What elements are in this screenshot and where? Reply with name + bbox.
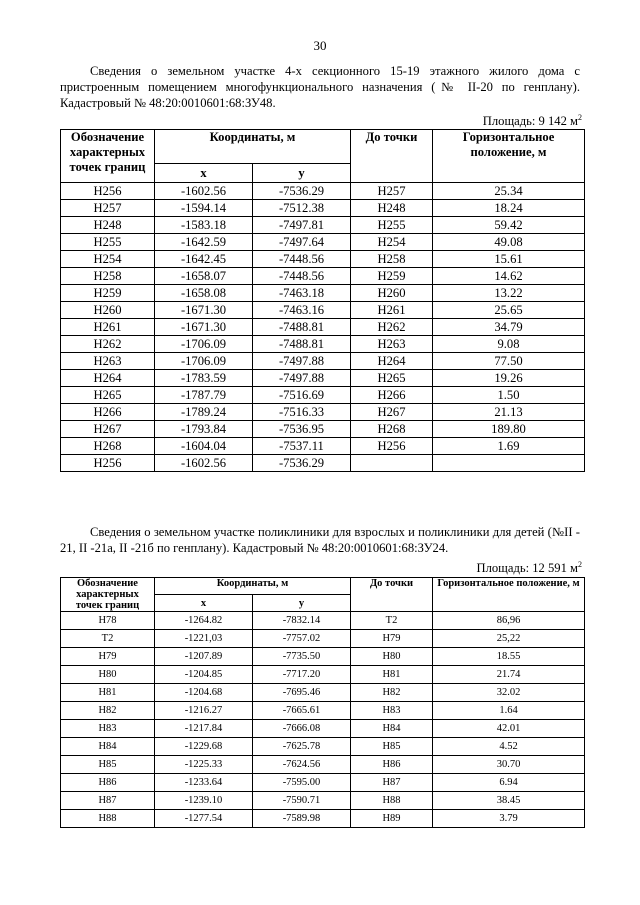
y-cell: -7757.02: [253, 630, 351, 648]
y-cell: -7717.20: [253, 666, 351, 684]
x-cell: -1229.68: [155, 738, 253, 756]
y-cell: -7497.81: [253, 217, 351, 234]
y-cell: -7488.81: [253, 336, 351, 353]
page-number: 30: [313, 38, 327, 53]
point-cell: Н86: [61, 774, 155, 792]
distance-cell: 77.50: [433, 353, 585, 370]
header-distance: Горизонтальное положение, м: [433, 578, 585, 612]
distance-cell: 25,22: [433, 630, 585, 648]
y-cell: -7497.88: [253, 353, 351, 370]
point-cell: Н83: [61, 720, 155, 738]
section2-area-sup: 2: [578, 560, 582, 569]
x-cell: -1204.85: [155, 666, 253, 684]
header-to-point: До точки: [351, 130, 433, 183]
header-to-point: До точки: [351, 578, 433, 612]
table-row: [61, 404, 585, 421]
header-coords: Координаты, м: [155, 130, 351, 164]
point-cell: Н80: [61, 666, 155, 684]
section2-paragraph: [60, 524, 580, 556]
table-2-body: [61, 612, 585, 828]
to-point-cell: Н268: [351, 421, 433, 438]
distance-cell: 49.08: [433, 234, 585, 251]
distance-cell: 86,96: [433, 612, 585, 630]
to-point-cell: Н81: [351, 666, 433, 684]
table-row: [61, 648, 585, 666]
x-cell: -1239.10: [155, 792, 253, 810]
x-cell: -1216.27: [155, 702, 253, 720]
y-cell: -7695.46: [253, 684, 351, 702]
distance-cell: 9.08: [433, 336, 585, 353]
point-cell: Н267: [61, 421, 155, 438]
point-cell: Н254: [61, 251, 155, 268]
to-point-cell: Н267: [351, 404, 433, 421]
x-cell: -1706.09: [155, 353, 253, 370]
distance-cell: 1.69: [433, 438, 585, 455]
y-cell: -7589.98: [253, 810, 351, 828]
to-point-cell: Н256: [351, 438, 433, 455]
to-point-cell: Н264: [351, 353, 433, 370]
to-point-cell: Н87: [351, 774, 433, 792]
section1-area-label: Площадь: 9 142 м: [482, 114, 578, 129]
to-point-cell: Н248: [351, 200, 433, 217]
to-point-cell: Н254: [351, 234, 433, 251]
to-point-cell: [351, 455, 433, 472]
section1-paragraph-text: Сведения о земельном участке 4-х секционного 15-19 этажного жилого дома с пристроенным помещением многофункционального назначения (№ II-20 по генплану). Кадастровый № 48:20:0010601:68:ЗУ48.: [60, 64, 580, 110]
to-point-cell: Н266: [351, 387, 433, 404]
x-cell: -1789.24: [155, 404, 253, 421]
header-distance: Горизонтальное положение, м: [433, 130, 585, 183]
to-point-cell: Н86: [351, 756, 433, 774]
header-y: y: [253, 595, 351, 612]
x-cell: -1217.84: [155, 720, 253, 738]
point-cell: Н259: [61, 285, 155, 302]
x-cell: -1706.09: [155, 336, 253, 353]
table-row: [61, 612, 585, 630]
y-cell: -7536.29: [253, 183, 351, 200]
table-row: [61, 810, 585, 828]
header-x: x: [155, 595, 253, 612]
point-cell: Н78: [61, 612, 155, 630]
distance-cell: 1.50: [433, 387, 585, 404]
table-row: [61, 336, 585, 353]
to-point-cell: Н80: [351, 648, 433, 666]
table-row: [61, 234, 585, 251]
point-cell: Н262: [61, 336, 155, 353]
x-cell: -1207.89: [155, 648, 253, 666]
table-row: [61, 251, 585, 268]
distance-cell: 189.80: [433, 421, 585, 438]
distance-cell: 1.64: [433, 702, 585, 720]
distance-cell: 21.13: [433, 404, 585, 421]
table-row: [61, 285, 585, 302]
distance-cell: 4.52: [433, 738, 585, 756]
x-cell: -1583.18: [155, 217, 253, 234]
section2-area: [476, 560, 582, 576]
distance-cell: 59.42: [433, 217, 585, 234]
table-row: [61, 630, 585, 648]
section1-area: [483, 113, 582, 129]
to-point-cell: Н262: [351, 319, 433, 336]
y-cell: -7488.81: [253, 319, 351, 336]
table-row: [61, 302, 585, 319]
distance-cell: 30.70: [433, 756, 585, 774]
y-cell: -7735.50: [253, 648, 351, 666]
y-cell: -7595.00: [253, 774, 351, 792]
x-cell: -1264.82: [155, 612, 253, 630]
distance-cell: 15.61: [433, 251, 585, 268]
to-point-cell: Н258: [351, 251, 433, 268]
table-row: [61, 217, 585, 234]
coordinates-table-1: [60, 129, 585, 472]
table-row: [61, 319, 585, 336]
distance-cell: 18.55: [433, 648, 585, 666]
header-coords: Координаты, м: [155, 578, 351, 595]
to-point-cell: Н257: [351, 183, 433, 200]
header-x: x: [155, 164, 253, 183]
y-cell: -7497.64: [253, 234, 351, 251]
to-point-cell: Н82: [351, 684, 433, 702]
to-point-cell: Н83: [351, 702, 433, 720]
y-cell: -7463.16: [253, 302, 351, 319]
y-cell: -7537.11: [253, 438, 351, 455]
y-cell: -7497.88: [253, 370, 351, 387]
point-cell: Н257: [61, 200, 155, 217]
point-cell: Т2: [61, 630, 155, 648]
header-point: Обозначение характерных точек границ: [61, 130, 155, 183]
to-point-cell: Н85: [351, 738, 433, 756]
x-cell: -1604.04: [155, 438, 253, 455]
table-row: [61, 353, 585, 370]
point-cell: Н258: [61, 268, 155, 285]
distance-cell: 25.34: [433, 183, 585, 200]
to-point-cell: Н255: [351, 217, 433, 234]
distance-cell: 14.62: [433, 268, 585, 285]
y-cell: -7832.14: [253, 612, 351, 630]
x-cell: -1602.56: [155, 183, 253, 200]
distance-cell: 25.65: [433, 302, 585, 319]
point-cell: Н266: [61, 404, 155, 421]
distance-cell: 34.79: [433, 319, 585, 336]
table-row: [61, 684, 585, 702]
point-cell: Н263: [61, 353, 155, 370]
y-cell: -7516.69: [253, 387, 351, 404]
y-cell: -7666.08: [253, 720, 351, 738]
point-cell: Н261: [61, 319, 155, 336]
x-cell: -1204.68: [155, 684, 253, 702]
to-point-cell: Н263: [351, 336, 433, 353]
distance-cell: 13.22: [433, 285, 585, 302]
x-cell: -1221,03: [155, 630, 253, 648]
table-row: [61, 666, 585, 684]
x-cell: -1594.14: [155, 200, 253, 217]
y-cell: -7448.56: [253, 251, 351, 268]
y-cell: -7536.29: [253, 455, 351, 472]
y-cell: -7590.71: [253, 792, 351, 810]
to-point-cell: Н89: [351, 810, 433, 828]
distance-cell: 6.94: [433, 774, 585, 792]
to-point-cell: Т2: [351, 612, 433, 630]
point-cell: Н264: [61, 370, 155, 387]
y-cell: -7624.56: [253, 756, 351, 774]
section2-area-label: Площадь: 12 591 м: [476, 561, 578, 576]
table-row: [61, 774, 585, 792]
point-cell: Н88: [61, 810, 155, 828]
y-cell: -7512.38: [253, 200, 351, 217]
to-point-cell: Н261: [351, 302, 433, 319]
table-row: [61, 720, 585, 738]
point-cell: Н256: [61, 455, 155, 472]
x-cell: -1783.59: [155, 370, 253, 387]
table-row: [61, 455, 585, 472]
x-cell: -1787.79: [155, 387, 253, 404]
to-point-cell: Н265: [351, 370, 433, 387]
table-row: [61, 387, 585, 404]
x-cell: -1642.59: [155, 234, 253, 251]
table-row: [61, 438, 585, 455]
x-cell: -1602.56: [155, 455, 253, 472]
x-cell: -1671.30: [155, 302, 253, 319]
y-cell: -7463.18: [253, 285, 351, 302]
y-cell: -7665.61: [253, 702, 351, 720]
x-cell: -1658.07: [155, 268, 253, 285]
table-row: [61, 792, 585, 810]
table-1-body: [61, 183, 585, 472]
table-row: [61, 183, 585, 200]
x-cell: -1642.45: [155, 251, 253, 268]
distance-cell: 21.74: [433, 666, 585, 684]
y-cell: -7625.78: [253, 738, 351, 756]
distance-cell: 42.01: [433, 720, 585, 738]
section2-paragraph-text: Сведения о земельном участке поликлиники для взрослых и поликлиники для детей (№II - 21, II -21а, II -21б по генплану). Кадастровый № 48:20:0010601:68:ЗУ24.: [60, 525, 580, 555]
table-row: [61, 738, 585, 756]
header-point: Обозначение характерных точек границ: [61, 578, 155, 612]
coordinates-table-2: [60, 577, 585, 828]
to-point-cell: Н260: [351, 285, 433, 302]
point-cell: Н268: [61, 438, 155, 455]
x-cell: -1658.08: [155, 285, 253, 302]
point-cell: Н85: [61, 756, 155, 774]
y-cell: -7516.33: [253, 404, 351, 421]
point-cell: Н82: [61, 702, 155, 720]
distance-cell: 18.24: [433, 200, 585, 217]
point-cell: Н248: [61, 217, 155, 234]
point-cell: Н260: [61, 302, 155, 319]
distance-cell: 32.02: [433, 684, 585, 702]
table-row: [61, 702, 585, 720]
x-cell: -1671.30: [155, 319, 253, 336]
distance-cell: [433, 455, 585, 472]
x-cell: -1233.64: [155, 774, 253, 792]
point-cell: Н84: [61, 738, 155, 756]
section1-paragraph: [60, 63, 580, 111]
point-cell: Н79: [61, 648, 155, 666]
table-row: [61, 756, 585, 774]
to-point-cell: Н79: [351, 630, 433, 648]
header-y: y: [253, 164, 351, 183]
table-row: [61, 421, 585, 438]
distance-cell: 3.79: [433, 810, 585, 828]
point-cell: Н255: [61, 234, 155, 251]
table-row: [61, 200, 585, 217]
point-cell: Н87: [61, 792, 155, 810]
point-cell: Н265: [61, 387, 155, 404]
distance-cell: 38.45: [433, 792, 585, 810]
y-cell: -7448.56: [253, 268, 351, 285]
table-row: [61, 370, 585, 387]
point-cell: Н81: [61, 684, 155, 702]
section1-area-sup: 2: [578, 113, 582, 122]
point-cell: Н256: [61, 183, 155, 200]
to-point-cell: Н88: [351, 792, 433, 810]
y-cell: -7536.95: [253, 421, 351, 438]
to-point-cell: Н259: [351, 268, 433, 285]
x-cell: -1793.84: [155, 421, 253, 438]
table-row: [61, 268, 585, 285]
x-cell: -1277.54: [155, 810, 253, 828]
to-point-cell: Н84: [351, 720, 433, 738]
distance-cell: 19.26: [433, 370, 585, 387]
x-cell: -1225.33: [155, 756, 253, 774]
